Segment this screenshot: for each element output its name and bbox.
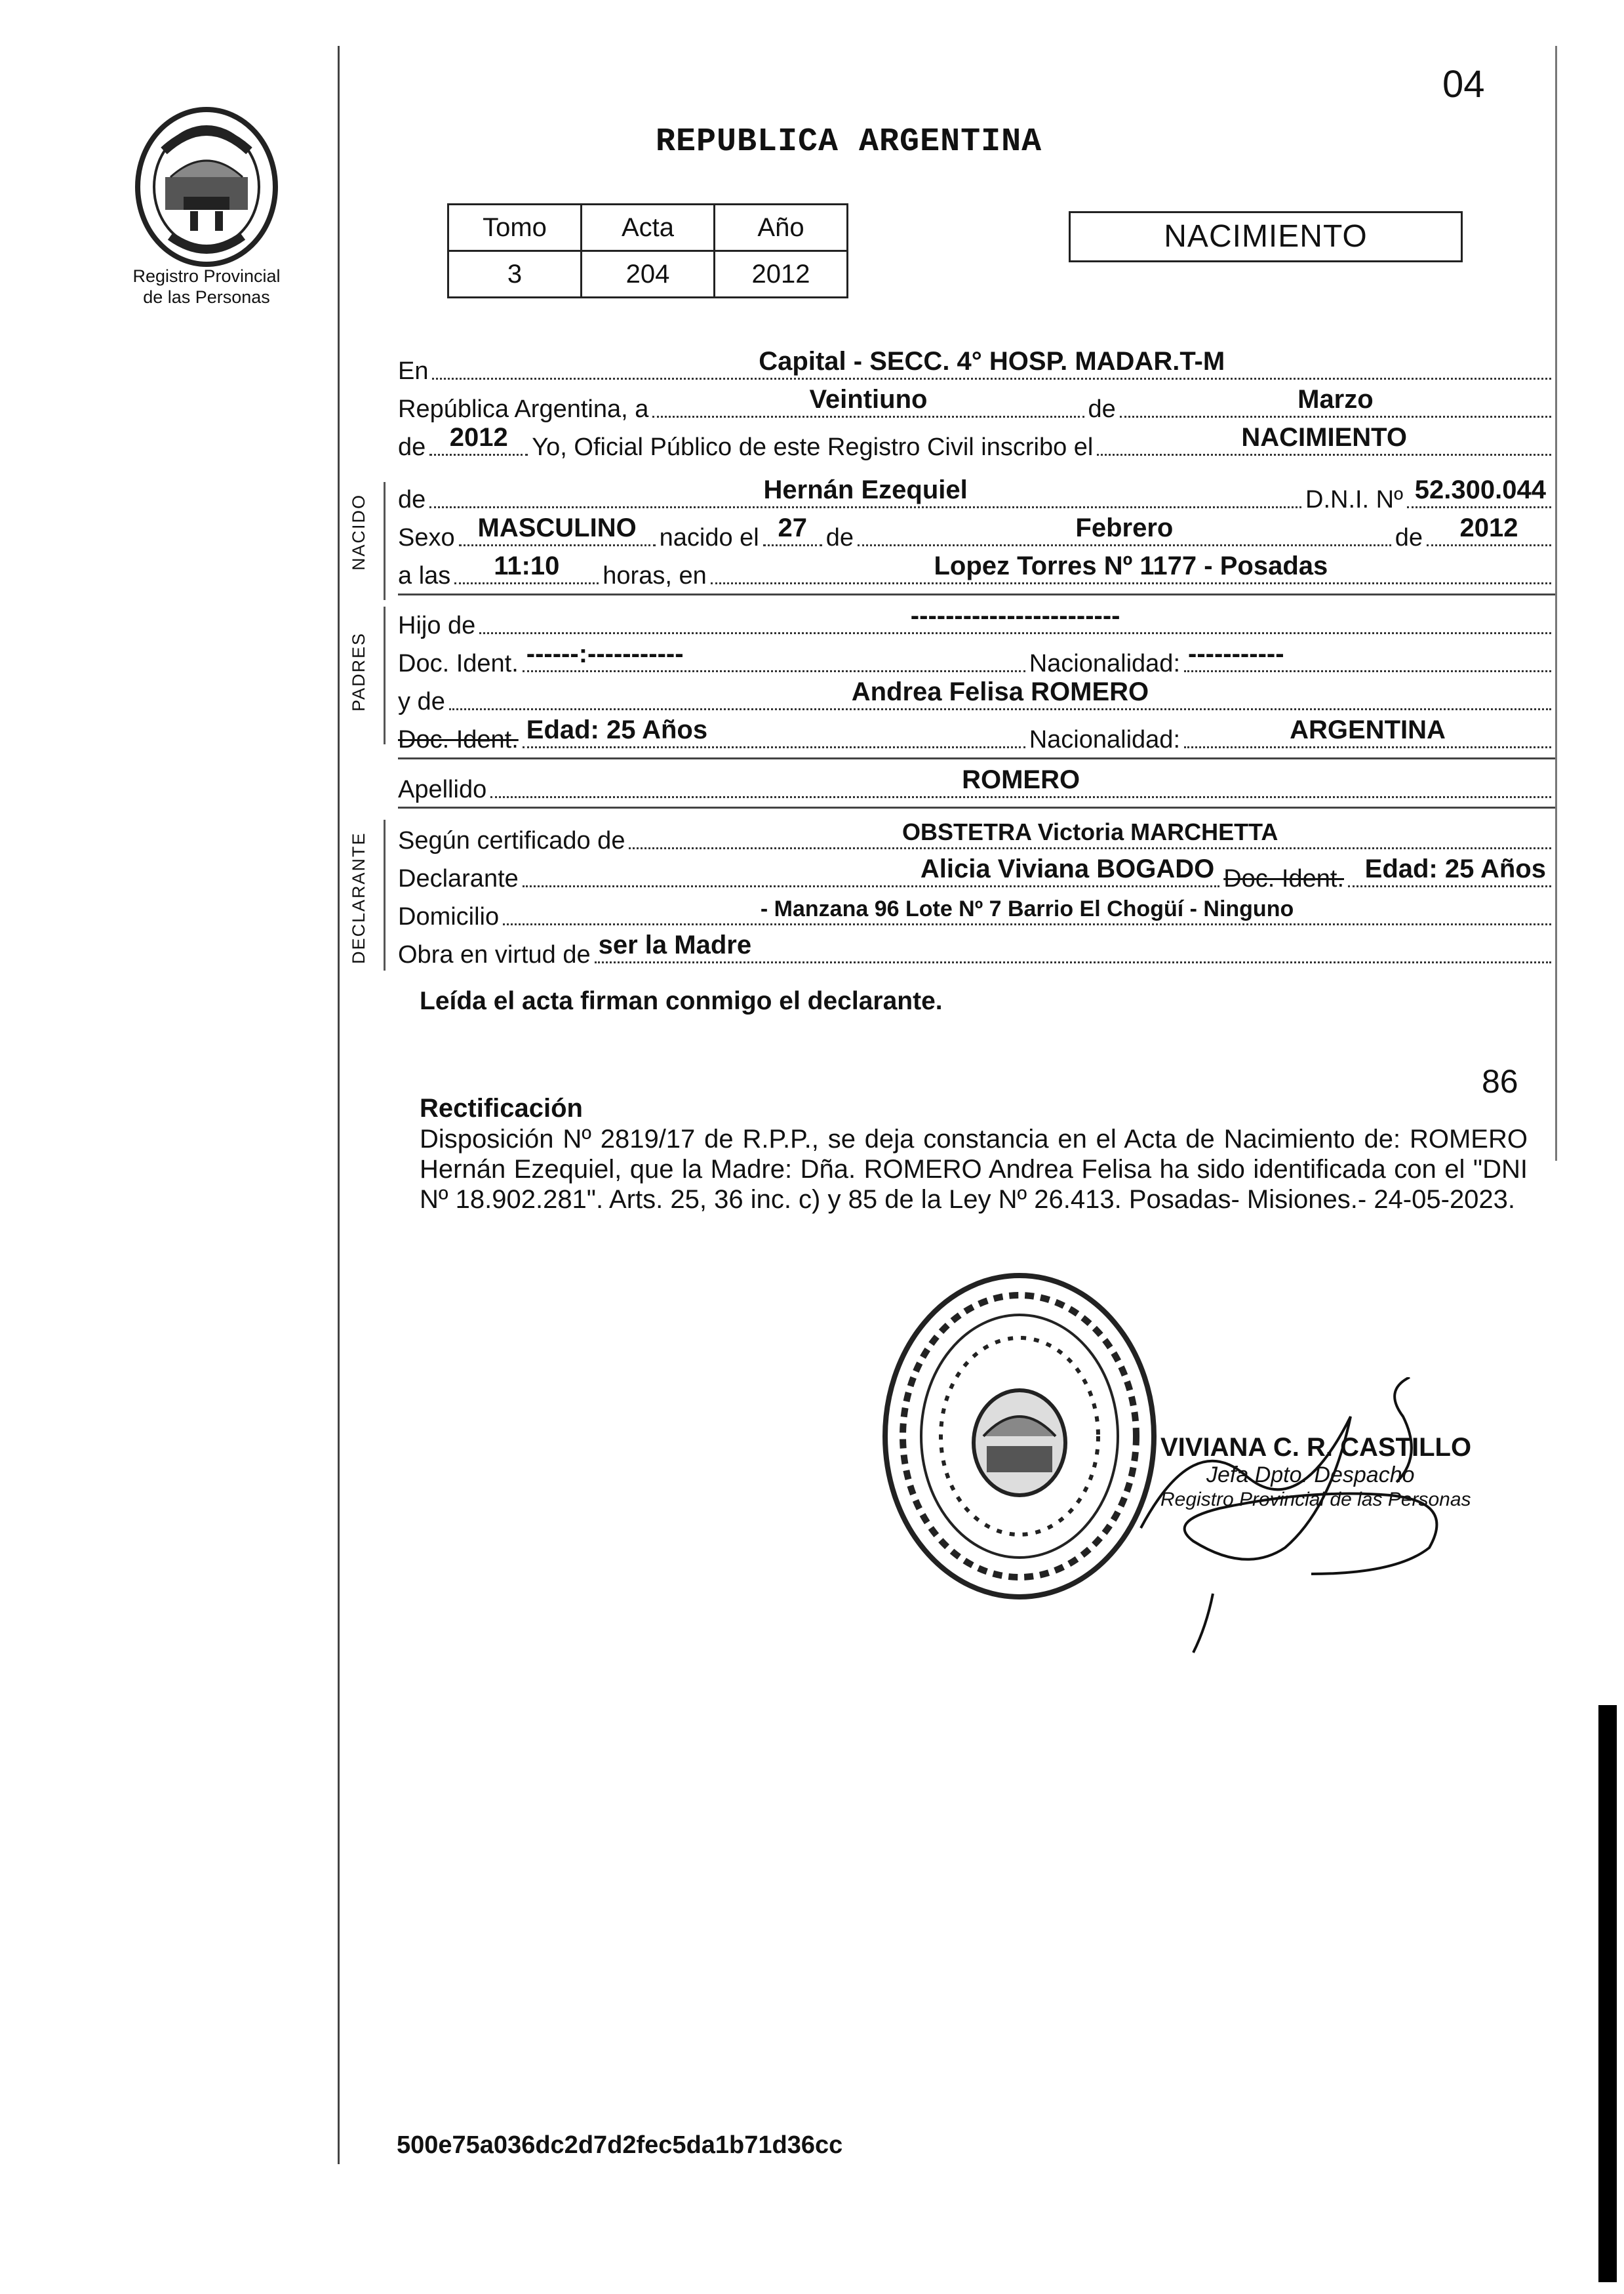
row-domicilio: Domicilio - Manzana 96 Lote Nº 7 Barrio El Chogüí - Ninguno [398, 900, 1555, 931]
mother-nationality: ARGENTINA [1290, 715, 1446, 744]
row-obra: Obra en virtud de ser la Madre [398, 938, 1555, 969]
page-number: 04 [1442, 63, 1485, 106]
rectification-text: Disposición Nº 2819/17 de R.P.P., se deja constancia en el Acta de Nacimiento de: ROMERO Hernán Ezequiel, que la Madre: Dña. ROMERO Andrea Felisa ha sido identificada con el "DNI Nº 18.902.281". Arts. 25, 36 inc. c) y 85 de la Ley Nº 26.413. Posadas- Misiones.- 24-05-2023. [420, 1125, 1528, 1214]
registration-day: Veintiuno [809, 385, 928, 414]
child-name: Hernán Ezequiel [763, 475, 968, 504]
surname: ROMERO [962, 765, 1080, 794]
birth-place: Lopez Torres Nº 1177 - Posadas [934, 552, 1328, 580]
place-of-registration: Capital - SECC. 4° HOSP. MADAR.T-M [759, 347, 1225, 376]
left-margin-line [338, 46, 340, 2164]
row-republica: República Argentina, a Veintiuno de Marzo [398, 392, 1555, 424]
divider [398, 807, 1555, 809]
mother-age: Edad: 25 Años [526, 715, 708, 744]
row-en: En Capital - SECC. 4° HOSP. MADAR.T-M [398, 354, 1555, 386]
row-declarante: Declarante Alicia Viviana BOGADO Doc. Ident. Edad: 25 Años [398, 862, 1555, 893]
side-label-declarante: DECLARANTE [349, 832, 368, 964]
declarant-age: Edad: 25 Años [1364, 855, 1546, 883]
birth-year: 2012 [1459, 513, 1518, 542]
declarant-address: - Manzana 96 Lote Nº 7 Barrio El Chogüí - Ninguno [760, 896, 1294, 921]
side-label-padres: PADRES [349, 632, 368, 712]
father-nationality: ----------- [1188, 639, 1284, 668]
record-value-anio: 2012 [715, 251, 848, 298]
registration-year: 2012 [449, 423, 508, 452]
record-value-acta: 204 [582, 251, 715, 298]
row-segun: Según certificado de OBSTETRA Victoria MARCHETTA [398, 824, 1555, 855]
birth-day: 27 [778, 513, 807, 542]
declarant-name: Alicia Viviana BOGADO [920, 855, 1215, 883]
record-header-tomo: Tomo [448, 205, 582, 251]
row-hora: a las 11:10 horas, en Lopez Torres Nº 1177 - Posadas [398, 559, 1555, 590]
father-doc: ------:----------- [526, 639, 684, 668]
father-name: ------------------------ [910, 601, 1120, 630]
section-bar-padres [384, 607, 386, 744]
registration-month: Marzo [1297, 385, 1374, 414]
row-doc-padre: Doc. Ident. ------:----------- Nacionalidad: ----------- [398, 647, 1555, 678]
child-sex: MASCULINO [477, 513, 637, 542]
annex-number: 86 [1482, 1063, 1518, 1100]
section-bar-declarante [384, 820, 386, 971]
row-yo: de 2012 Yo, Oficial Público de este Registro Civil inscribo el NACIMIENTO [398, 430, 1555, 462]
scan-edge-bar [1598, 1705, 1617, 2282]
registration-type: NACIMIENTO [1241, 423, 1407, 452]
right-margin-line [1555, 46, 1557, 1161]
province-seal-logo [118, 105, 295, 269]
signer-organization: Registro Provincial de las Personas [1160, 1489, 1471, 1510]
handwritten-signature [1115, 1377, 1482, 1666]
side-label-nacido: NACIDO [349, 493, 368, 571]
closing-statement: Leída el acta firman conmigo el declarante. [420, 987, 943, 1015]
document-hash: 500e75a036dc2d7d2fec5da1b71d36cc [397, 2131, 843, 2159]
row-madre: y de Andrea Felisa ROMERO [398, 685, 1555, 716]
row-sexo: Sexo MASCULINO nacido el 27 de Febrero de 2012 [398, 521, 1555, 552]
record-value-tomo: 3 [448, 251, 582, 298]
declarant-capacity: ser la Madre [598, 931, 752, 959]
logo-caption: Registro Provincial de las Personas [132, 266, 281, 307]
signer-name: VIVIANA C. R. CASTILLO [1160, 1433, 1472, 1462]
document-title: REPUBLICA ARGENTINA [656, 123, 1042, 161]
record-header-anio: Año [715, 205, 848, 251]
signer-role: Jefa Dpto. Despacho [1206, 1462, 1415, 1487]
section-bar-nacido [384, 482, 386, 600]
row-hijo: Hijo de ------------------------ [398, 609, 1555, 640]
rectification-title: Rectificación [420, 1094, 583, 1123]
birth-month: Febrero [1075, 513, 1174, 542]
divider [398, 757, 1555, 759]
mother-name: Andrea Felisa ROMERO [851, 677, 1149, 706]
act-type-box: NACIMIENTO [1069, 211, 1463, 262]
row-nombre: de Hernán Ezequiel D.N.I. Nº 52.300.044 [398, 483, 1555, 514]
divider [398, 594, 1555, 595]
record-header-acta: Acta [582, 205, 715, 251]
record-table [447, 203, 848, 298]
row-doc-madre: Doc. Ident. Edad: 25 Años Nacionalidad: ARGENTINA [398, 723, 1555, 754]
row-apellido: Apellido ROMERO [398, 773, 1555, 804]
certificate-issuer: OBSTETRA Victoria MARCHETTA [902, 818, 1278, 845]
birth-time: 11:10 [494, 552, 560, 580]
child-dni: 52.300.044 [1414, 475, 1546, 504]
